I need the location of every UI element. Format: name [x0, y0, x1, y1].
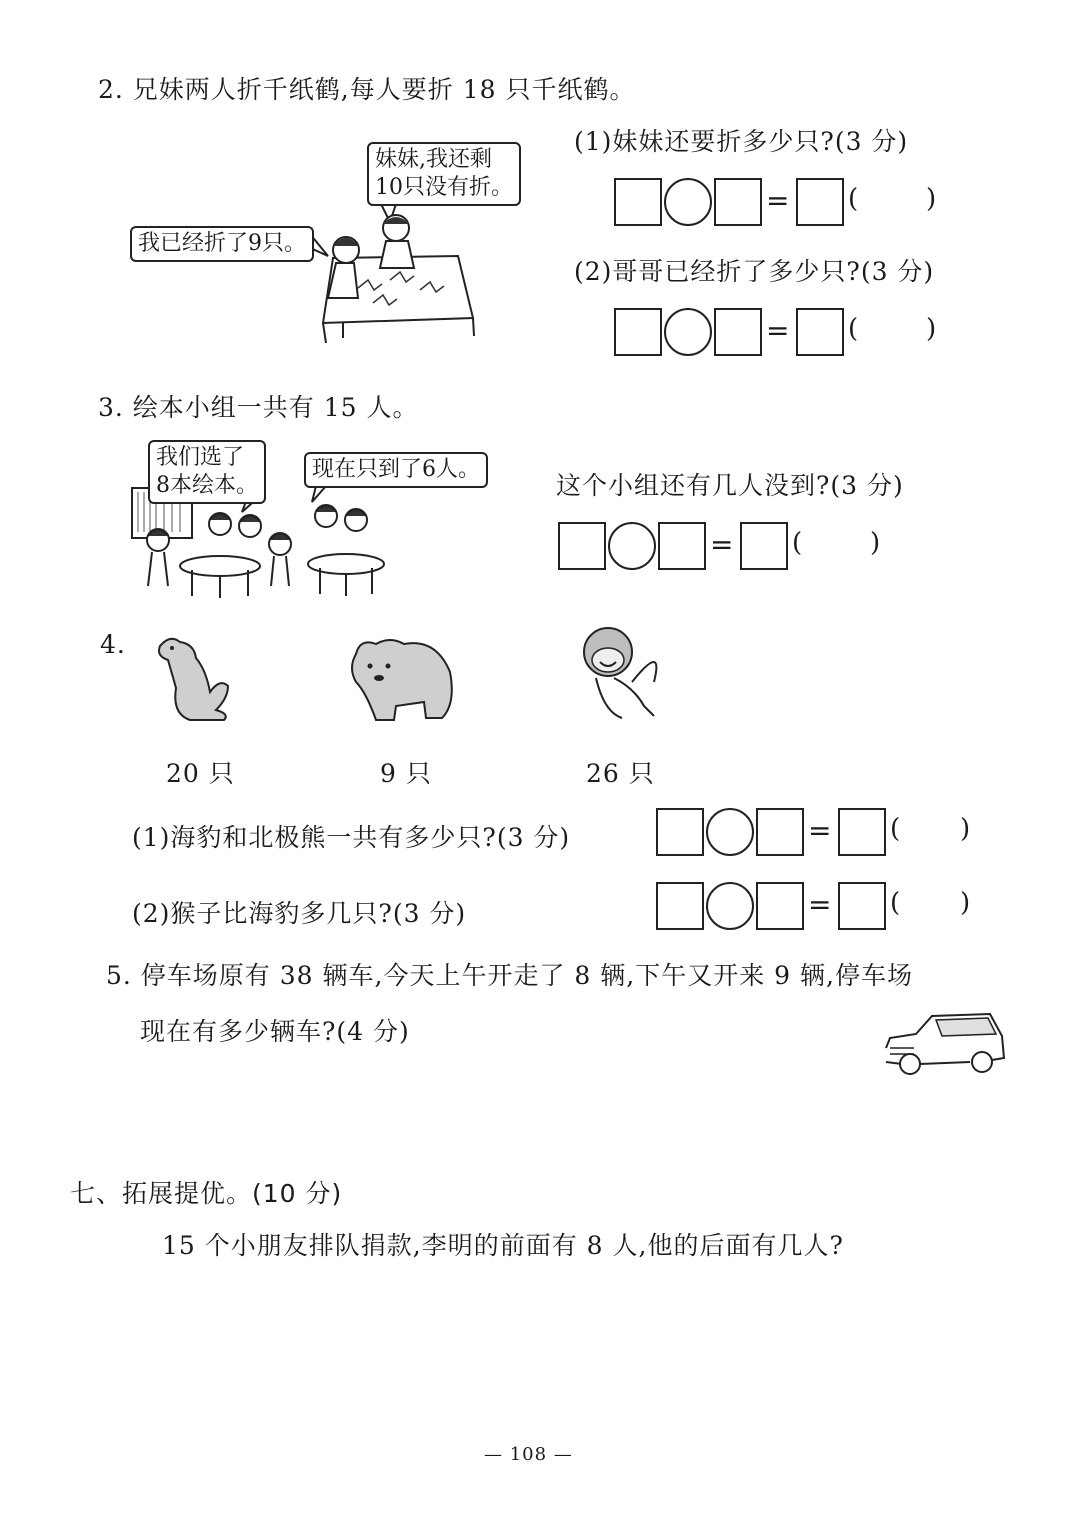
unit-paren-open: (: [848, 314, 859, 344]
unit-paren-open: (: [890, 888, 901, 918]
operator-circle[interactable]: [608, 522, 656, 570]
operator-circle[interactable]: [706, 808, 754, 856]
unit-paren-open: (: [792, 528, 803, 558]
monkey-icon: [574, 622, 674, 726]
q3-question: 这个小组还有几人没到?(3 分): [556, 471, 904, 500]
unit-paren-close: ): [870, 528, 881, 558]
section-7-question: 15 个小朋友排队捐款,李明的前面有 8 人,他的后面有几人?: [162, 1231, 844, 1260]
answer-box-2[interactable]: [756, 882, 804, 930]
answer-box-result[interactable]: [838, 808, 886, 856]
answer-box-result[interactable]: [740, 522, 788, 570]
q4-sub1-equation: [656, 808, 986, 856]
unit-paren-close: ): [926, 184, 937, 214]
bubble-sister-text: 我已经折了9只。: [138, 231, 306, 256]
q4-sub2-question: (2)猴子比海豹多几只?(3 分): [132, 899, 467, 928]
answer-box-2[interactable]: [714, 308, 762, 356]
q4-number: 4.: [100, 630, 126, 659]
seal-count: 20 只: [166, 759, 235, 788]
answer-box-2[interactable]: [714, 178, 762, 226]
monkey-count: 26 只: [586, 759, 655, 788]
q2-sub1-question: (1)妹妹还要折多少只?(3 分): [574, 127, 909, 156]
unit-paren-open: (: [890, 814, 901, 844]
bubble-arrived-text: 现在只到了6人。: [312, 457, 480, 482]
q2-sub2-equation: [614, 308, 944, 356]
polar-bear-count: 9 只: [380, 759, 432, 788]
q5-line1: 5. 停车场原有 38 辆车,今天上午开走了 8 辆,下午又开来 9 辆,停车场: [106, 961, 913, 990]
q4-sub2-equation: [656, 882, 986, 930]
unit-paren-close: ): [960, 814, 971, 844]
q3-title: 3. 绘本小组一共有 15 人。: [98, 393, 419, 422]
bubble-brother-line2: 10只没有折。: [375, 175, 513, 200]
operator-circle[interactable]: [664, 308, 712, 356]
bubble-books-line2: 8本绘本。: [156, 473, 258, 498]
equals-sign: =: [766, 184, 790, 217]
answer-box-1[interactable]: [558, 522, 606, 570]
speech-bubble-arrived: [304, 452, 488, 488]
operator-circle[interactable]: [664, 178, 712, 226]
equals-sign: =: [808, 814, 832, 847]
q5-line2: 现在有多少辆车?(4 分): [140, 1017, 410, 1046]
q2-title: 2. 兄妹两人折千纸鹤,每人要折 18 只千纸鹤。: [98, 75, 636, 104]
q2-sub1-equation: [614, 178, 944, 226]
equals-sign: =: [766, 314, 790, 347]
speech-bubble-books: [148, 440, 266, 504]
unit-paren-close: ): [960, 888, 971, 918]
unit-paren-close: ): [926, 314, 937, 344]
q4-sub1-question: (1)海豹和北极熊一共有多少只?(3 分): [132, 823, 571, 852]
car-icon: [880, 1008, 1010, 1080]
q3-equation: [558, 522, 888, 570]
answer-box-result[interactable]: [796, 178, 844, 226]
polar-bear-icon: [346, 632, 458, 724]
speech-bubble-sister: [130, 226, 314, 262]
equals-sign: =: [808, 888, 832, 921]
bubble-brother-line1: 妹妹,我还剩: [375, 147, 492, 172]
page-number: — 108 —: [484, 1444, 573, 1465]
answer-box-2[interactable]: [756, 808, 804, 856]
equals-sign: =: [710, 528, 734, 561]
answer-box-1[interactable]: [656, 808, 704, 856]
answer-box-result[interactable]: [796, 308, 844, 356]
speech-bubble-brother: [367, 142, 521, 206]
section-7-heading: 七、拓展提优。(10 分): [70, 1179, 343, 1208]
bubble-books-line1: 我们选了: [156, 445, 245, 470]
answer-box-result[interactable]: [838, 882, 886, 930]
answer-box-1[interactable]: [614, 178, 662, 226]
answer-box-2[interactable]: [658, 522, 706, 570]
unit-paren-open: (: [848, 184, 859, 214]
seal-icon: [150, 628, 236, 726]
operator-circle[interactable]: [706, 882, 754, 930]
q2-sub2-question: (2)哥哥已经折了多少只?(3 分): [574, 257, 935, 286]
answer-box-1[interactable]: [614, 308, 662, 356]
answer-box-1[interactable]: [656, 882, 704, 930]
